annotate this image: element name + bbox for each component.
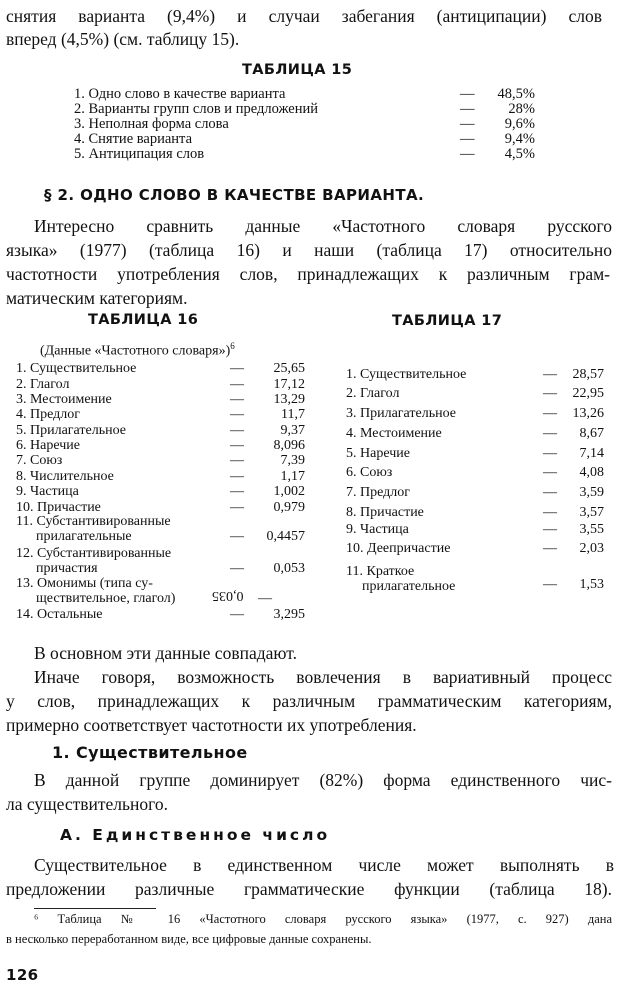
row-dash: —	[460, 146, 475, 162]
row-dash: —	[543, 406, 557, 421]
subsectionA-line-1: Существительное в единственном числе может выполнять в	[34, 855, 614, 875]
row-value: 1,53	[579, 577, 604, 592]
row-dash: —	[543, 446, 557, 461]
row-label: 5. Антиципация слов	[74, 146, 205, 162]
section2-line-4: матическим категориям.	[6, 288, 188, 308]
row-value: 4,5%	[504, 146, 535, 162]
row-dash: —	[230, 453, 244, 468]
intro-line-1: снятия варианта (9,4%) и случаи забегания (антиципации) слов	[6, 6, 602, 26]
row-label: 3. Местоимение	[16, 392, 112, 407]
row-dash: —	[230, 438, 244, 453]
row-dash: —	[230, 361, 244, 376]
row-label: 11. Краткое	[346, 564, 415, 579]
row-value: 1,002	[273, 484, 305, 499]
row-label: 10. Деепричастие	[346, 541, 451, 556]
row-value: 2,03	[579, 541, 604, 556]
row-dash: —	[230, 377, 244, 392]
row-label-cont: прилагательное	[362, 579, 456, 594]
row-value: 1,17	[280, 469, 305, 484]
row-label: 4. Снятие варианта	[74, 131, 193, 147]
row-value: 28,57	[572, 367, 604, 382]
row-label: 5. Прилагательное	[16, 423, 126, 438]
row-dash: —	[543, 577, 557, 592]
table17-title: ТАБЛИЦА 17	[392, 313, 503, 329]
row-dash: —	[543, 541, 557, 556]
row-value: 8,096	[273, 438, 305, 453]
row-dash: —	[230, 607, 244, 622]
row-dash: —	[230, 469, 244, 484]
row-dash: —	[543, 386, 557, 401]
row-label: 5. Наречие	[346, 446, 410, 461]
row-value: 28%	[508, 101, 535, 117]
row-value: 0,979	[273, 500, 305, 515]
row-label: 1. Существительное	[16, 361, 137, 376]
row-value: 0,4457	[266, 529, 305, 544]
row-dash: —	[230, 484, 244, 499]
row-dash: —	[230, 529, 244, 544]
row-value: 3,59	[579, 485, 604, 500]
row-label: 2. Глагол	[346, 386, 400, 401]
row-dash: —	[258, 591, 272, 606]
section2-line-3: частотности употребления слов, принадлежащих к различным грам-	[6, 264, 610, 284]
table16-subtitle: (Данные «Частотного словаря»)$^6$	[40, 341, 235, 359]
row-label: 1. Существительное	[346, 367, 467, 382]
intro-line-2: вперед (4,5%) (см. таблицу 15).	[6, 29, 240, 49]
conclusion-line-2: Иначе говоря, возможность вовлечения в вариативный процесс	[34, 667, 612, 687]
row-value: 0,053	[273, 561, 305, 576]
row-value: 22,95	[572, 386, 604, 401]
conclusion-line-1: В основном эти данные совпадают.	[34, 643, 297, 663]
section2-line-2: языка» (1977) (таблица 16) и наши (таблица 17) относительно	[6, 240, 612, 260]
row-value: 48,5%	[497, 86, 535, 102]
row-dash: —	[460, 101, 475, 117]
row-dash: —	[543, 367, 557, 382]
conclusion-line-4: примерно соответствует частотности их употребления.	[6, 715, 417, 735]
row-value: 17,12	[273, 377, 305, 392]
section2-heading: § 2. ОДНО СЛОВО В КАЧЕСТВЕ ВАРИАНТА.	[44, 186, 425, 204]
row-value: 7,39	[280, 453, 305, 468]
row-dash: —	[460, 131, 475, 147]
footnote-line-1: ⁶ Таблица № 16 «Частотного словаря русского языка» (1977, с. 927) дана	[34, 912, 612, 926]
table15-title: ТАБЛИЦА 15	[242, 62, 353, 78]
section2-line-1: Интересно сравнить данные «Частотного словаря русского	[34, 216, 612, 236]
row-label: 3. Прилагательное	[346, 406, 456, 421]
row-label: 8. Числительное	[16, 469, 114, 484]
conclusion-line-3: у слов, принадлежащих к различным грамматическим категориям,	[6, 691, 612, 711]
row-dash: —	[230, 392, 244, 407]
row-dash: —	[543, 505, 557, 520]
subsection1-heading: 1. Существительное	[52, 743, 248, 762]
row-label: 1. Одно слово в качестве варианта	[74, 86, 286, 102]
subsection1-line-2: ла существительного.	[6, 794, 168, 814]
row-label: 6. Наречие	[16, 438, 80, 453]
row-label: 7. Союз	[16, 453, 63, 468]
row-label: 3. Неполная форма слова	[74, 116, 229, 132]
row-label-cont: ществительное, глагол)	[36, 591, 176, 606]
row-dash: —	[230, 500, 244, 515]
row-label: 13. Омонимы (типа су-	[16, 576, 153, 591]
row-value: 9,4%	[504, 131, 535, 147]
row-label-cont: прилагательные	[36, 529, 132, 544]
row-value: 7,14	[579, 446, 604, 461]
row-value: 9,37	[280, 423, 305, 438]
row-value: 13,26	[572, 406, 604, 421]
row-dash: —	[543, 426, 557, 441]
row-label: 11. Субстантивированные	[16, 514, 171, 529]
row-label-cont: причастия	[36, 561, 98, 576]
row-dash: —	[230, 423, 244, 438]
footnote-line-2: в несколько переработанном виде, все цифровые данные сохранены.	[6, 932, 372, 946]
row-label: 14. Остальные	[16, 607, 103, 622]
row-value: 3,55	[579, 522, 604, 537]
footnote-divider	[34, 908, 156, 909]
row-value: 8,67	[579, 426, 604, 441]
row-dash: —	[543, 485, 557, 500]
row-label: 8. Причастие	[346, 505, 424, 520]
row-label: 10. Причастие	[16, 500, 101, 515]
row-value: 3,295	[273, 607, 305, 622]
row-label: 4. Предлог	[16, 407, 80, 422]
subsectionA-heading: А. Единственное число	[60, 826, 331, 844]
row-dash: —	[230, 561, 244, 576]
row-label: 4. Местоимение	[346, 426, 442, 441]
row-value: 0,035	[212, 588, 244, 603]
row-dash: —	[230, 407, 244, 422]
row-label: 12. Субстантивированные	[16, 546, 172, 561]
subsectionA-line-2: предложении различные грамматические функции (таблица 18).	[6, 879, 612, 899]
row-value: 9,6%	[504, 116, 535, 132]
row-value: 25,65	[273, 361, 305, 376]
page-number: 126	[6, 966, 39, 984]
row-dash: —	[543, 465, 557, 480]
row-value: 13,29	[273, 392, 305, 407]
row-label: 2. Варианты групп слов и предложений	[74, 101, 318, 117]
row-label: 7. Предлог	[346, 485, 410, 500]
row-label: 9. Частица	[346, 522, 409, 537]
row-value: 11,7	[281, 407, 305, 422]
row-value: 4,08	[579, 465, 604, 480]
row-dash: —	[543, 522, 557, 537]
row-label: 2. Глагол	[16, 377, 70, 392]
table16-title: ТАБЛИЦА 16	[88, 312, 199, 328]
row-label: 6. Союз	[346, 465, 393, 480]
row-label: 9. Частица	[16, 484, 79, 499]
footnote-ref: 6	[230, 341, 235, 351]
row-dash: —	[460, 86, 475, 102]
row-value: 3,57	[579, 505, 604, 520]
row-dash: —	[460, 116, 475, 132]
subsection1-line-1: В данной группе доминирует (82%) форма единственного чис-	[34, 770, 612, 790]
